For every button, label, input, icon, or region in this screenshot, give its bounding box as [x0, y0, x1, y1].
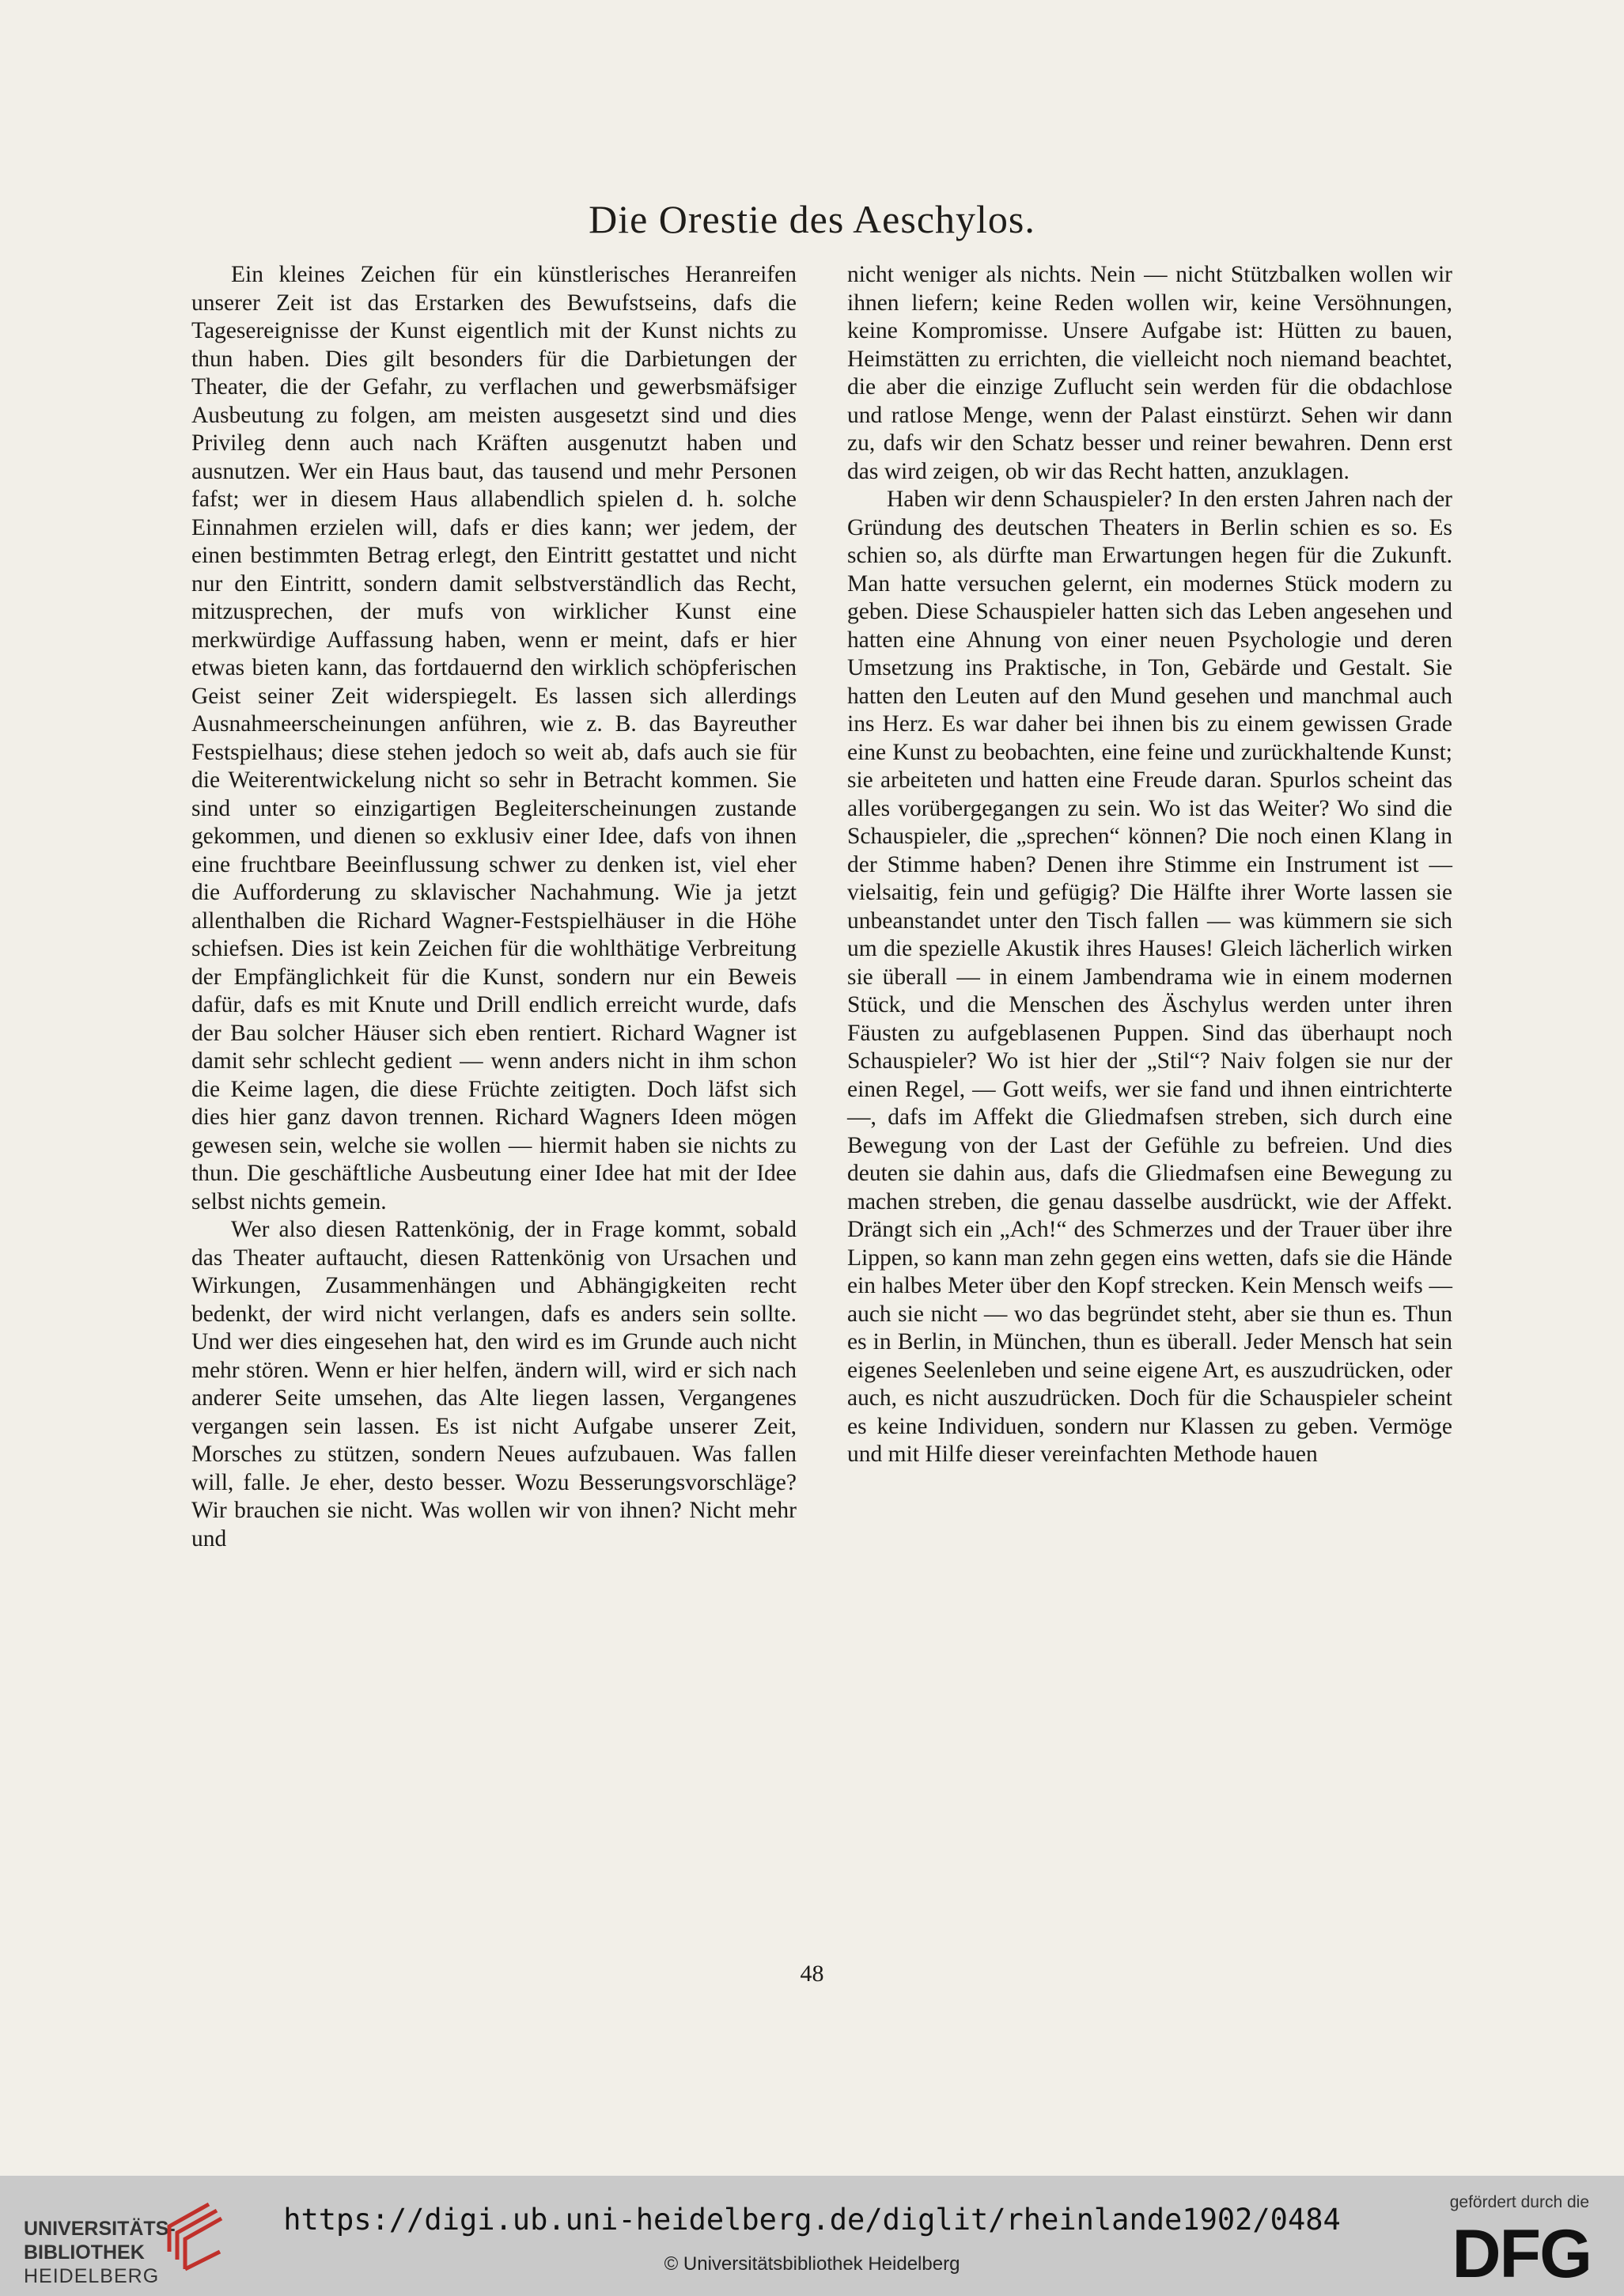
paragraph: Haben wir denn Schauspieler? In den ersten Jahren nach der Gründung des deutschen Theaters in Berlin schien es so. Es schien so, als dürfte man Erwartungen hegen für die Zukunft. Man hatte versuchen gelernt, ein modernes Stück modern zu geben. Diese Schauspieler hatten sich das Leben angesehen und hatten eine Ahnung von einer neuen Psychologie und deren Umsetzung ins Praktische, in Ton, Gebärde und Gestalt. Sie hatten den Leuten auf den Mund gesehen und manchmal auch ins Herz. Es war daher bei ihnen bis zu einem gewissen Grade eine Kunst zu beobachten, eine feine und zurückhaltende Kunst; sie arbeiteten und hatten eine Freude daran. Spurlos scheint das alles vorübergegangen zu sein. Wo ist das Weiter? Wo sind die Schauspieler, die „sprechen“ können? Die noch einen Klang in der Stimme haben? Denen ihre Stimme ein Instrument ist — vielsaitig, fein und gefügig? Die Hälfte ihrer Worte lassen sie unbeanstandet unter den Tisch fallen — was kümmern sie sich um die spezielle Akustik ihres Hauses! Gleich lächerlich wirken sie überall — in einem Jambendrama wie in einem modernen Stück, und die Menschen des Äschylus werden unter ihren Fäusten zu aufgeblasenen Puppen. Sind das überhaupt noch Schauspieler? Wo ist hier der „Stil“? Naiv folgen sie nur der einen Regel, — Gott weifs, wer sie fand und ihnen eintrichterte —, dafs im Affekt die Gliedmafsen streben, sich durch eine Bewegung von der Last der Gefühle zu befreien. Und dies deuten sie dahin aus, dafs die Gliedmafsen eine Bewegung zu machen streben, die genau dasselbe ausdrückt, wie der Affekt. Drängt sich ein „Ach!“ des Schmerzes und der Trauer über ihre Lippen, so kann man zehn gegen eins wetten, dafs sie die Hände ein halbes Meter über den Kopf strecken. Kein Mensch weifs — auch sie nicht — wo das begründet steht, aber sie thun es. Thun es in Berlin, in München, thun es überall. Jeder Mensch hat sein eigenes Seelenleben und seine eigene Art, es auszudrücken, oder auch, es nicht auszudrücken. Doch für die Schauspieler scheint es keine Individuen, sondern nur Klassen zu geben. Vermöge und mit Hilfe dieser vereinfachten Methode hauen: [847, 487, 1452, 1467]
right-column: [847, 261, 1452, 1469]
article-title: Die Orestie des Aeschylos.: [589, 197, 1035, 241]
paragraph-continuation: nicht weniger als nichts. Nein — nicht Stützbalken wollen wir ihnen liefern; keine Reden wollen wir, keine Versöhnungen, keine Kompromisse. Unsere Aufgabe ist: Hütten zu bauen, Heimstätten zu errichten, die vielleicht noch niemand beachtet, die aber die einzige Zuflucht sein werden für die obdachlose und ratlose Menge, wenn der Palast einstürzt. Sehen wir dann zu, dafs wir den Schatz besser und reiner bewahren. Denn erst das wird zeigen, ob wir das Recht hatten, anzuklagen.: [847, 262, 1452, 484]
copyright-notice: © Universitätsbibliothek Heidelberg: [664, 2253, 960, 2275]
library-name-line: UNIVERSITÄTS-: [24, 2218, 176, 2240]
dfg-logo-icon[interactable]: DFG: [1452, 2216, 1591, 2292]
library-name-line: BIBLIOTHEK: [24, 2241, 145, 2264]
footer-bar: [0, 2176, 1624, 2296]
library-name-line: HEIDELBERG: [24, 2265, 160, 2287]
source-url-link[interactable]: https://digi.ub.uni-heidelberg.de/diglit/rheinlande1902/0484: [283, 2203, 1341, 2237]
paragraph: Wer also diesen Rattenkönig, der in Frage kommt, sobald das Theater auftaucht, diesen Rattenkönig von Ursachen und Wirkungen, Zusammenhängen und Abhängigkeiten recht bedenkt, der wird nicht verlangen, dafs es anders sein sollte. Und wer dies eingesehen hat, den wird es im Grunde auch nicht mehr stören. Wenn er hier helfen, ändern will, wird er sich nach anderer Seite umsehen, das Alte liegen lassen, Vergangenes vergangen sein lassen. Es ist nicht Aufgabe unserer Zeit, Morsches zu stützen, sondern Neues aufzubauen. Was fallen will, falle. Je eher, desto besser. Wozu Besserungsvorschläge? Wir brauchen sie nicht. Was wollen wir von ihnen? Nicht mehr und: [191, 1217, 797, 1552]
left-column: [191, 261, 797, 1553]
page-number: 48: [800, 1961, 824, 1987]
funder-label: gefördert durch die: [1449, 2193, 1589, 2211]
paragraph: Ein kleines Zeichen für ein künstlerisches Heranreifen unserer Zeit ist das Erstarken des Bewufstseins, dafs die Tagesereignisse der Kunst eigentlich mit der Kunst nichts zu thun haben. Dies gilt besonders für die Darbietungen der Theater, die der Gefahr, zu verflachen und gewerbsmäfsiger Ausbeutung zu folgen, am meisten ausgesetzt sind und dies Privileg denn auch nach Kräften ausgenutzt haben und ausnutzen. Wer ein Haus baut, das tausend und mehr Personen fafst; wer in diesem Haus allabendlich spielen d. h. solche Einnahmen erzielen will, dafs er dies kann; wer jedem, der einen bestimmten Betrag erlegt, den Eintritt gestattet und nicht nur den Eintritt, sondern damit selbstverständlich das Recht, mitzusprechen, der mufs von wirklicher Kunst eine merkwürdige Auffassung haben, wenn er meint, dafs er hier etwas bieten kann, das fortdauernd den wirklich schöpferischen Geist seiner Zeit widerspiegelt. Es lassen sich allerdings Ausnahmeerscheinungen anführen, wie z. B. das Bayreuther Festspielhaus; diese stehen jedoch so weit ab, dafs auch sie für die Weiterentwickelung nicht so sehr in Betracht kommen. Sie sind unter so einzigartigen Begleiterscheinungen zustande gekommen, und dienen so exklusiv einer Idee, dafs von ihnen eine fruchtbare Beeinflussung schwer zu denken ist, viel eher die Aufforderung zu sklavischer Nachahmung. Wie ja jetzt allenthalben die Richard Wagner-Festspielhäuser in die Höhe schiefsen. Dies ist kein Zeichen für die wohlthätige Verbreitung der Empfänglichkeit für die Kunst, sondern nur ein Beweis dafür, dafs es mit Knute und Drill endlich erreicht wurde, dafs der Bau solcher Häuser sich eben rentiert. Richard Wagner ist damit sehr schlecht gedient — wenn anders nicht in ihm schon die Keime lagen, die diese Früchte zeitigten. Doch läfst sich dies hier ganz davon trennen. Richard Wagners Ideen mögen gewesen sein, welche sie wollen — hiermit haben sie nichts zu thun. Die geschäftliche Ausbeutung einer Idee hat mit der Idee selbst nichts gemein.: [191, 262, 797, 1214]
